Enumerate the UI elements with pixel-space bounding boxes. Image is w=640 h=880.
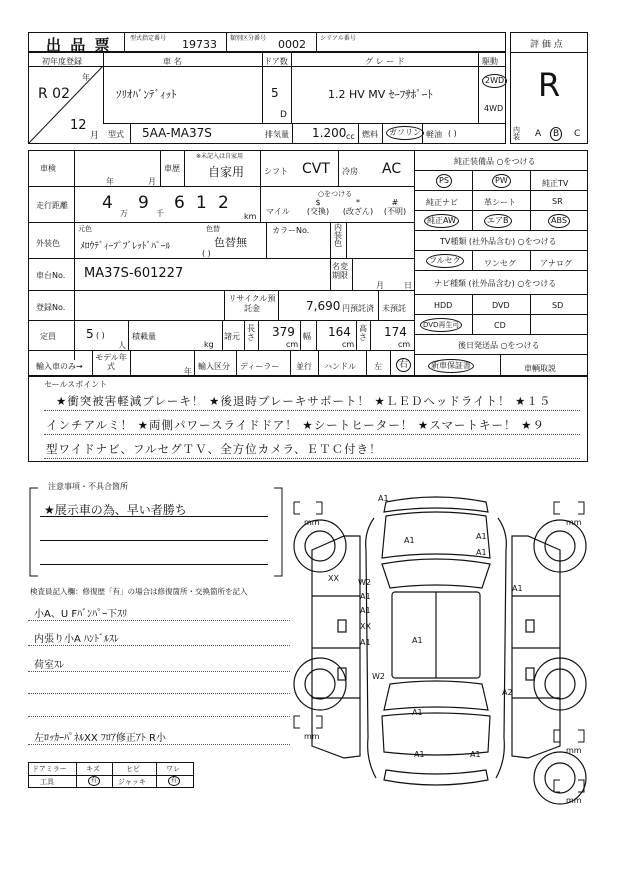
inspector-line-3: 荷室ｽﾚ	[34, 660, 64, 671]
door-type: D	[280, 110, 287, 120]
inspection-label: 車検	[40, 164, 56, 173]
navi-header: ナビ種類 (社外品含む) ○をつける	[434, 279, 557, 288]
mark-rear-bumper-1: A1	[414, 750, 425, 759]
mark-left-door-4: A1	[360, 638, 371, 647]
doors-label: ドア数	[264, 57, 288, 66]
tv-analog: アナログ	[540, 259, 572, 268]
mark-hood-left: A1	[404, 536, 415, 545]
mileage-opt-mile: マイル	[266, 207, 290, 216]
drive-2wd-circled: 2WD	[482, 74, 507, 88]
interior-b-circled: B	[550, 127, 562, 141]
type-number: 19733	[182, 38, 217, 51]
color-original: ﾒﾛｳﾃﾞｨｰﾌﾟﾌﾞﾚｯﾄﾞﾊﾟｰﾙ	[80, 241, 171, 252]
sales-points-label: セールスポイント	[44, 380, 108, 389]
capacity-label: 定員	[40, 332, 56, 341]
navi-dvd-play-circled: DVD再生可	[420, 318, 462, 332]
class-number: 0002	[278, 38, 306, 51]
model-year-unit: 年	[184, 367, 192, 376]
mileage-unit: km	[244, 212, 257, 221]
model-label: 型式	[108, 130, 124, 139]
shift-label: シフト	[264, 167, 288, 176]
mileage-digit-4: 1	[196, 193, 207, 213]
equip-ps-circled: PS	[436, 174, 452, 188]
legend-tool-yes-circled: 有	[88, 776, 100, 786]
mark-front-bumper: A1	[378, 494, 389, 503]
name-change-month: 月	[376, 281, 384, 290]
inspector-label: 検査員記入欄：修復歴「有」の場合は修復箇所・交換箇所を記入	[30, 587, 248, 596]
mileage-digit-1: 4	[102, 193, 113, 213]
navi-sd: SD	[552, 301, 564, 310]
length-value: 379	[272, 325, 295, 339]
color-change-label: 色替	[206, 225, 220, 233]
color-change-paren: ( )	[202, 249, 211, 258]
legend-scratch: キズ	[86, 765, 100, 773]
mark-right-rear: A2	[502, 688, 513, 697]
mileage-digit-5: 2	[218, 193, 229, 213]
legend-mirror: ドアミラー	[32, 765, 67, 773]
mileage-thousand: 千	[156, 209, 164, 218]
equip-genuine-aw-circled: 純正AW	[424, 214, 459, 228]
mark-left-rear: W2	[372, 672, 385, 681]
import-dealer: ディーラー	[240, 362, 280, 371]
height-unit: cm	[398, 340, 411, 349]
genuine-header: 純正装備品 ○をつける	[454, 157, 536, 166]
name-change-label: 名変期限	[332, 262, 348, 280]
displacement-unit: cc	[346, 132, 355, 141]
tv-header: TV種類 (社外品含む) ○をつける	[440, 237, 557, 246]
month-suffix: 月	[90, 131, 100, 141]
mileage-digit-2: 9	[138, 193, 149, 213]
equip-genuine-navi: 純正ナビ	[426, 198, 458, 207]
chassis-value: MA37S-601227	[84, 266, 184, 281]
inspector-line-2: 内張り小A ﾊﾝﾄﾞﾙｽﾚ	[34, 634, 120, 645]
shift-value: CVT	[302, 161, 330, 177]
mark-hood-right-1: A1	[476, 532, 487, 541]
inspection-month: 月	[148, 177, 156, 186]
capacity-unit: 人	[118, 341, 126, 350]
post-warranty-circled: 新車保証書	[428, 359, 474, 373]
inspector-line-1: 小A、U Fﾊﾞﾝﾊﾟｰ下ｽﾘ	[34, 609, 128, 620]
first-reg-label: 初年度登録	[42, 57, 82, 66]
legend-crack: ヒビ	[126, 765, 140, 773]
width-unit: cm	[342, 340, 355, 349]
mark-left-rocker: XX	[328, 574, 339, 583]
recycle-status: 円預託済	[342, 304, 374, 313]
doors-value: 5	[271, 86, 279, 100]
car-name: ｿﾘｵﾊﾞﾝﾃﾞｨｯﾄ	[116, 88, 177, 101]
tv-oneseg: ワンセグ	[484, 259, 516, 268]
chassis-label: 車台No.	[36, 271, 66, 280]
tv-fullseg-circled: フルセグ	[426, 254, 464, 268]
sales-line-2: インチアルミ！ ★両側パワースライドドア！ ★シートヒーター！ ★スマートキー！ ★９	[46, 418, 545, 432]
import-label: 輸入車のみ→	[36, 362, 83, 371]
width-value: 164	[328, 325, 351, 339]
mileage-opt-exchange: $ (交換)	[306, 198, 330, 216]
recycle-label: リサイクル預託金	[228, 294, 276, 313]
serial-label: シリアル番号	[320, 35, 356, 42]
color-original-label: 元色	[78, 225, 92, 233]
mileage-opt-altered: * (改ざん)	[342, 198, 374, 216]
load-unit: kg	[204, 340, 214, 349]
height-label: 高さ	[359, 324, 367, 342]
handle-left: 左	[374, 362, 382, 371]
capacity-paren: ( )	[96, 331, 105, 340]
length-label: 長さ	[247, 324, 255, 342]
history-label: 車歴	[164, 164, 180, 173]
equip-sr: SR	[552, 197, 563, 206]
capacity-value: 5	[86, 327, 94, 341]
class-number-label: 類別区分番号	[230, 35, 267, 42]
reg-no-label: 登録No.	[36, 303, 66, 312]
load-label: 積載量	[132, 332, 156, 341]
score-value: R	[538, 66, 561, 104]
ac-value: AC	[382, 161, 402, 177]
mark-left-door-3: XX	[360, 622, 371, 631]
recycle-unpaid: 未預託	[382, 304, 406, 313]
drive-4wd: 4WD	[484, 104, 504, 113]
equip-abs-circled: ABS	[548, 214, 570, 228]
post-header: 後日発送品 ○をつける	[458, 341, 540, 350]
sales-line-1: ★衝突被害軽減ブレーキ！ ★後退時ブレーキサポート！ ★ＬＥＤヘッドライト！ ★１５	[56, 394, 552, 408]
notes-text: ★展示車の為、早い者勝ち	[44, 503, 187, 517]
notes-label: 注意事項・不具合箇所	[48, 482, 128, 491]
mm-label-fr: mm	[566, 518, 582, 527]
model-value: 5AA-MA37S	[142, 126, 212, 140]
navi-dvd: DVD	[492, 301, 510, 310]
mileage-man: 万	[120, 209, 128, 218]
era-year: R 02	[38, 86, 70, 102]
interior-color-label: 内装色	[334, 223, 342, 248]
car-damage-diagram	[290, 488, 590, 810]
width-label: 幅	[303, 332, 311, 341]
first-reg-month: 12	[70, 118, 87, 133]
recycle-value: 7,690	[306, 299, 341, 313]
displacement-label: 排気量	[265, 130, 289, 139]
fuel-gasoline-circled: ガソリン	[386, 126, 424, 140]
type-number-label: 型式指定番号	[130, 35, 167, 42]
history-value: 自家用	[208, 165, 245, 179]
grade-label: グ レ ー ド	[365, 57, 405, 66]
mileage-label: 走行距離	[36, 201, 68, 210]
interior-label: 内装	[513, 126, 520, 141]
handle-label: ハンドル	[324, 362, 356, 371]
navi-hdd: HDD	[434, 301, 453, 310]
mark-rear-bumper-2: A1	[470, 750, 481, 759]
sales-line-3: 型ワイドナビ、フルセグＴＶ、全方位カメラ、ＥＴＣ付き！	[46, 442, 382, 456]
handle-right-circled: 右	[396, 358, 411, 372]
score-label: 評 価 点	[530, 40, 563, 50]
post-manual: 車輌取説	[524, 364, 556, 373]
length-unit: cm	[286, 340, 299, 349]
car-name-label: 車 名	[163, 57, 182, 66]
fuel-label: 燃料	[362, 130, 378, 139]
mm-label-rl: mm	[304, 732, 320, 741]
mm-label-fl: mm	[304, 518, 320, 527]
equip-genuine-tv: 純正TV	[542, 179, 569, 188]
model-year-label: モデル年式	[95, 353, 127, 371]
grade-value: 1.2 HV MV ｾｰﾌｻﾎﾟｰﾄ	[328, 88, 433, 101]
equip-leather: 革シート	[484, 198, 516, 207]
interior-c: C	[574, 129, 581, 139]
drive-label: 駆動	[482, 57, 498, 66]
mm-label-rr: mm	[566, 746, 582, 755]
inspector-line-6: 左ﾛｯｶｰﾊﾟﾈﾙXX ﾌﾛｱ修正ｱﾄ R小	[34, 733, 167, 744]
dims-label: 諸元	[224, 332, 240, 341]
mark-right-door: A1	[512, 584, 523, 593]
mark-left-door-1: A1	[360, 592, 371, 601]
mark-hatch: A1	[412, 708, 423, 717]
mileage-digit-3: 6	[174, 193, 185, 213]
mark-roof: A1	[412, 636, 423, 645]
fuel-diesel: 軽油	[426, 130, 442, 139]
legend-jack-yes-circled: 有	[168, 776, 180, 786]
year-suffix: 年	[82, 73, 90, 82]
color-label: 外装色	[36, 239, 60, 248]
form-title: 出 品 票	[46, 36, 112, 54]
ac-label: 冷房	[342, 167, 358, 176]
interior-a: A	[535, 129, 542, 139]
color-no-label: カラーNo.	[272, 226, 310, 235]
equip-pw-circled: PW	[492, 174, 511, 188]
inspection-year: 年	[106, 177, 114, 186]
mark-hood-right-2: A1	[476, 548, 487, 557]
mark-left-door-2: A1	[360, 606, 371, 615]
import-parallel: 並行	[296, 362, 312, 371]
legend-break: ワレ	[166, 765, 180, 773]
import-type-label: 輸入区分	[198, 362, 230, 371]
fuel-other: ( )	[448, 129, 457, 138]
height-value: 174	[384, 325, 407, 339]
name-change-day: 日	[404, 281, 412, 290]
mileage-opt-header: ○をつける	[318, 190, 353, 198]
mileage-opt-unknown: # (不明)	[383, 198, 407, 216]
legend-jack: ジャッキ	[118, 778, 146, 786]
history-note: ※未記入は自家用	[196, 153, 244, 160]
mm-label-spare: mm	[566, 796, 582, 805]
navi-cd: CD	[494, 321, 506, 330]
equip-airbag-circled: エアB	[484, 214, 512, 228]
color-change: 色替無	[214, 236, 247, 249]
displacement-value: 1.200	[312, 126, 347, 140]
mark-left-fender: W2	[358, 578, 371, 587]
legend-tool: 工具	[40, 778, 54, 786]
